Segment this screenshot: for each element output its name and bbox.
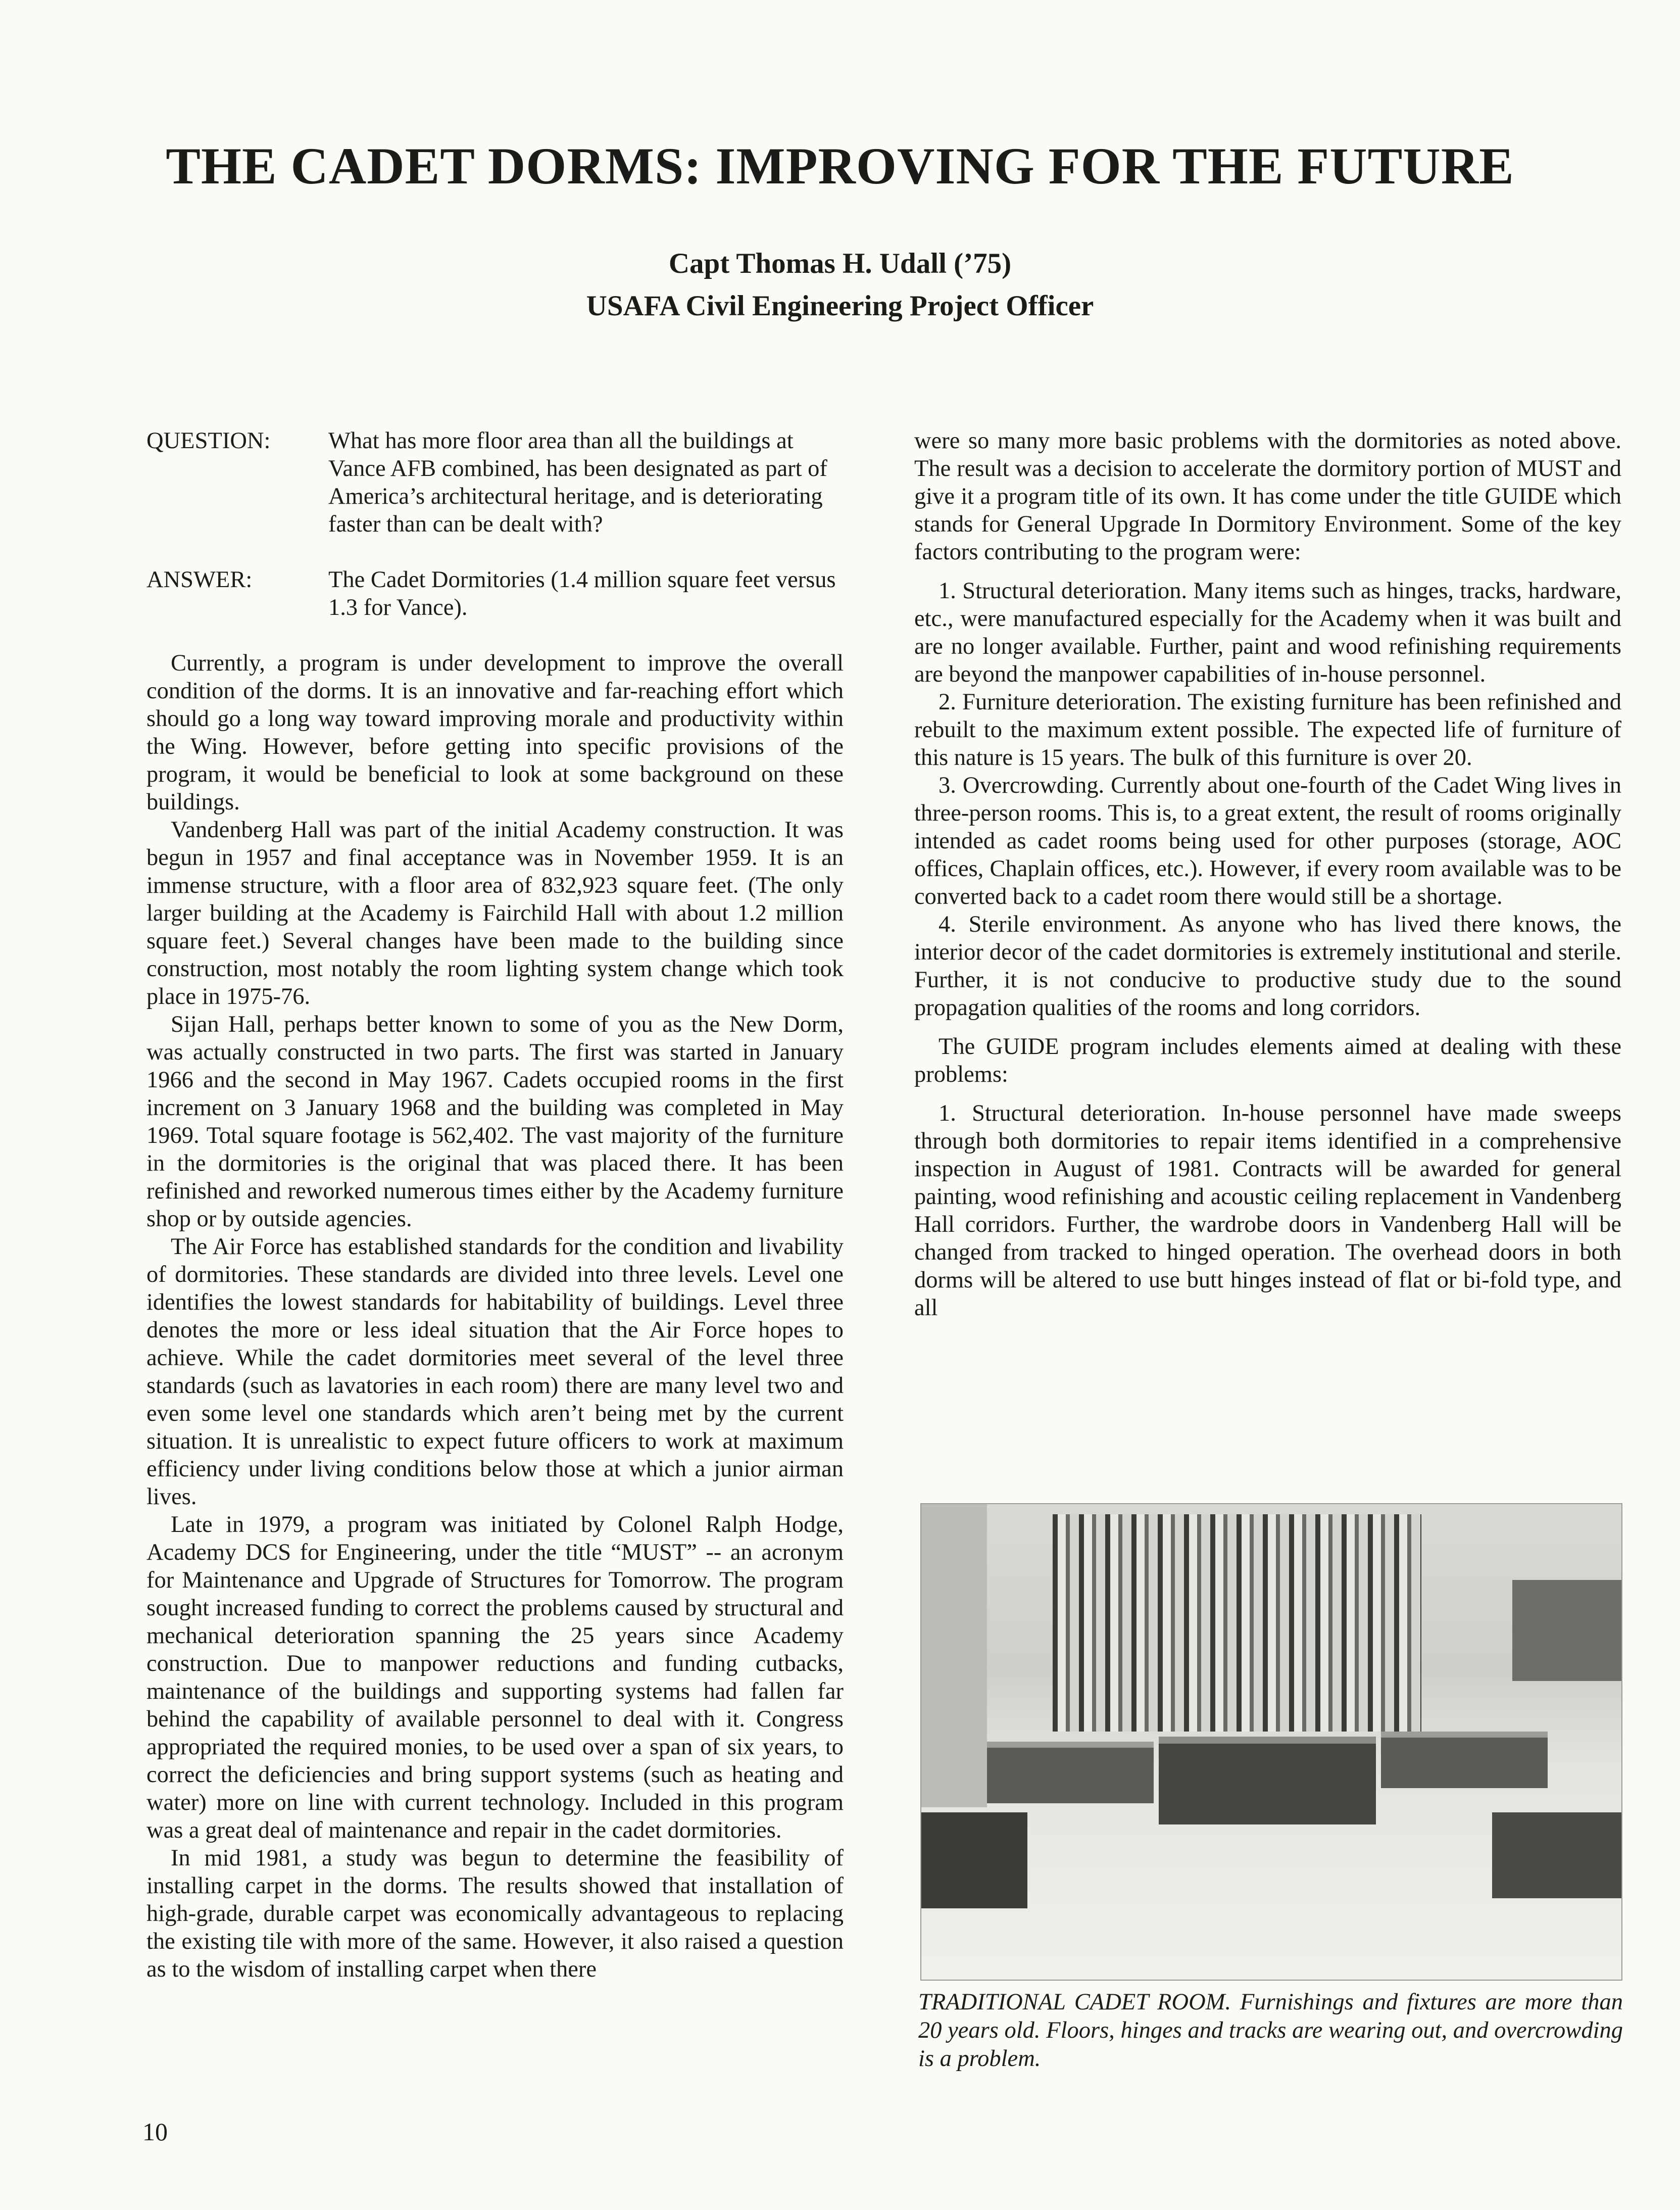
photo-bookshelf — [1512, 1580, 1622, 1681]
paragraph: The Air Force has established standards for the condition and livability of dormitories. These standards are divided into three levels. Level one identifies the lowest standards for habitability of buildings. Level three denotes the more or less ideal situation that the Air Force hopes to achieve. While the cadet dormitories meet several of the level three standards (such as lavatories in each room) there are many level two and even some level one standards which aren’t being met by the current situation. It is unrealistic to expect future officers to work at maximum efficiency under living conditions below those at which a junior airman lives. — [146, 1234, 844, 1510]
page-number: 10 — [142, 2118, 168, 2146]
photo-desk-left — [987, 1742, 1154, 1803]
photo-caption: TRADITIONAL CADET ROOM. Furnishings and fixtures are more than 20 years old. Floors, hinges and tracks are wearing out, and overcrowding is a problem. — [918, 1989, 1623, 2072]
photo-curtain — [1053, 1514, 1421, 1732]
answer-block — [146, 566, 844, 621]
paragraph: 2. Furniture deterioration. The existing furniture has been refinished and rebuilt to the maximum extent possible. The expected life of furniture of this nature is 15 years. The bulk of this furniture is over 20. — [914, 689, 1621, 771]
paragraph: In mid 1981, a study was begun to determine the feasibility of installing carpet in the dorms. The results showed that installation of high-grade, durable carpet was economically advantageous to replacing the existing tile with more of the same. However, it also raised a question as to the wisdom of installing carpet when there — [146, 1845, 844, 1982]
paragraph: 3. Overcrowding. Currently about one-fourth of the Cadet Wing lives in three-person rooms. This is, to a great extent, the result of rooms originally intended as cadet rooms being used for other purposes (storage, AOC offices, Chaplain offices, etc.). However, if every room available was to be converted back to a cadet room there would still be a shortage. — [914, 773, 1621, 909]
author-title: USAFA Civil Engineering Project Officer — [586, 290, 1094, 322]
paragraph: Sijan Hall, perhaps better known to some of you as the New Dorm, was actually constructed in two parts. The first was started in January 1966 and the second in May 1967. Cadets occupied rooms in the first increment on 3 January 1968 and the building was completed in May 1969. Total square footage is 562,402. The vast majority of the furniture in the dormitories is the original that was placed there. It has been refinished and reworked numerous times either by the Academy furniture shop or by outside agencies. — [146, 1012, 844, 1232]
right-column — [914, 427, 1621, 1322]
paragraph: Late in 1979, a program was initiated by Colonel Ralph Hodge, Academy DCS for Engineering, under the title “MUST” -- an acronym for Maintenance and Upgrade of Structures for Tomorrow. The program sought increased funding to correct the problems caused by structural and mechanical deterioration spanning the 25 years since Academy construction. Due to manpower reductions and funding cutbacks, maintenance of the buildings and supporting systems had fallen far behind the capability of available personnel to deal with it. Congress appropriated the required monies, to be used over a span of six years, to correct the deficiencies and bring support systems (such as heating and water) more on line with current technology. Included in this program was a great deal of maintenance and repair in the cadet dormitories. — [146, 1512, 844, 1843]
paragraph: 1. Structural deterioration. Many items such as hinges, tracks, hardware, etc., were manufactured especially for the Academy when it was built and are no longer available. Further, paint and wood refinishing requirements are beyond the manpower capabilities of in-house personnel. — [914, 578, 1621, 687]
paragraph: 1. Structural deterioration. In-house personnel have made sweeps through both dormitories to repair items identified in a comprehensive inspection in August of 1981. Contracts will be awarded for general painting, wood refinishing and acoustic ceiling replacement in Vandenberg Hall corridors. Further, the wardrobe doors in Vandenberg Hall will be changed from tracked to hinged operation. The overhead doors in both dorms will be altered to use butt hinges instead of flat or bi-fold type, and all — [914, 1100, 1621, 1321]
left-column — [146, 427, 844, 1983]
paragraph: Currently, a program is under development to improve the overall condition of the dorms. It is an innovative and far-reaching effort which should go a long way toward improving morale and productivity within the Wing. However, before getting into specific provisions of the program, it would be beneficial to look at some background on these buildings. — [146, 650, 844, 815]
cadet-room-photo — [920, 1503, 1622, 1981]
photo-bed-right — [1492, 1812, 1622, 1898]
photo-desk-right — [1381, 1732, 1548, 1788]
paragraph: The GUIDE program includes elements aimed at dealing with these problems: — [914, 1034, 1621, 1087]
author-name: Capt Thomas H. Udall (’75) — [668, 248, 1012, 279]
paragraph: 4. Sterile environment. As anyone who has lived there knows, the interior decor of the cadet dormitories is extremely institutional and sterile. Further, it is not conducive to productive study due to the sound propagation qualities of the rooms and long corridors. — [914, 911, 1621, 1021]
paragraph: were so many more basic problems with the dormitories as noted above. The result was a decision to accelerate the dormitory portion of MUST and give it a program title of its own. It has come under the title GUIDE which stands for General Upgrade In Dormitory Environment. Some of the key factors contributing to the program were: — [914, 428, 1621, 565]
question-block — [146, 427, 844, 538]
answer-label: ANSWER: — [146, 567, 253, 593]
photo-dresser — [1159, 1737, 1376, 1824]
photo-bed-left — [921, 1812, 1027, 1908]
question-text: What has more floor area than all the buildings at Vance AFB combined, has been designated as part of America’s architectural heritage, and is deteriorating faster than can be dealt with? — [328, 428, 827, 537]
photo-wall — [921, 1504, 987, 1807]
paragraph: Vandenberg Hall was part of the initial Academy construction. It was begun in 1957 and final acceptance was in November 1959. It is an immense structure, with a floor area of 832,923 square feet. (The only larger building at the Academy is Fairchild Hall with about 1.2 million square feet.) Several changes have been made to the building since construction, most notably the room lighting system change which took place in 1975-76. — [146, 817, 844, 1010]
question-label: QUESTION: — [146, 428, 271, 454]
byline — [0, 243, 1680, 327]
article-title: THE CADET DORMS: IMPROVING FOR THE FUTURE — [166, 137, 1514, 195]
answer-text: The Cadet Dormitories (1.4 million square feet versus 1.3 for Vance). — [328, 567, 836, 620]
